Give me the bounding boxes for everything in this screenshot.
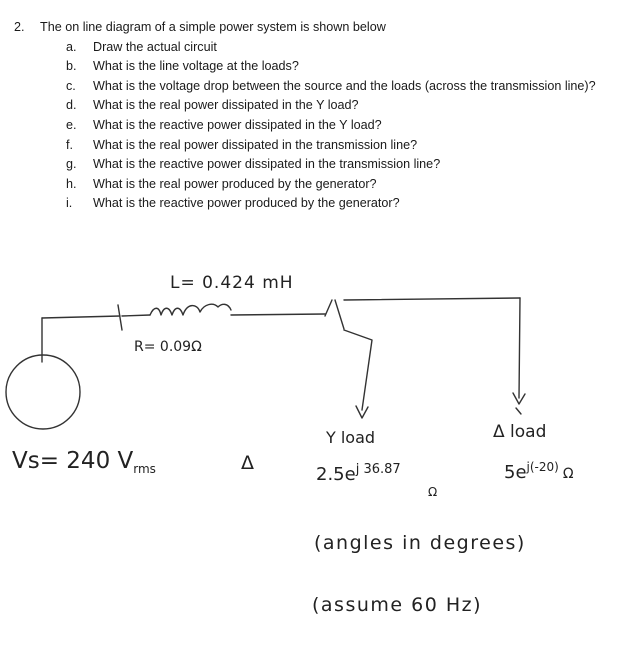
question-letter: i.: [66, 196, 73, 211]
delta-load-value: 5e: [504, 462, 527, 483]
y-load-impedance: [316, 462, 401, 485]
note-frequency: (assume 60 Hz): [312, 594, 483, 616]
line-break-right: [325, 300, 332, 316]
inductor-coil: [150, 304, 231, 315]
delta-load-branch: [519, 298, 520, 398]
line-segment-b: [231, 314, 325, 315]
source-connection-symbol: Δ: [241, 452, 254, 474]
y-load-value: 2.5e: [316, 464, 356, 485]
question-text: What is the reactive power dissipated in the Y load?: [93, 117, 382, 132]
problem-intro: The on line diagram of a simple power system is shown below: [40, 20, 386, 34]
question-letter: a.: [66, 39, 77, 54]
question-text: What is the reactive power produced by the generator?: [93, 196, 400, 211]
question-text: What is the real power dissipated in the Y load?: [93, 98, 359, 113]
question-letter: b.: [66, 59, 77, 74]
load-bus: [335, 300, 344, 329]
bus-to-delta-load: [344, 298, 520, 300]
line-segment-a: [122, 315, 150, 316]
generator-symbol: [6, 355, 80, 429]
question-text: What is the real power dissipated in the transmission line?: [93, 137, 418, 152]
inductance-label: L= 0.424 mH: [170, 273, 294, 293]
question-letter: d.: [66, 98, 77, 113]
delta-load-title: Δ load: [493, 422, 547, 442]
question-letter: e.: [66, 117, 77, 132]
source-voltage-subscript: rms: [133, 462, 156, 476]
resistance-label: R= 0.09Ω: [134, 339, 202, 355]
question-text: What is the voltage drop between the source and the loads (across the transmission line)?: [93, 78, 596, 93]
question-letter: f.: [66, 137, 73, 152]
delta-load-exponent: j(-20): [526, 460, 559, 474]
line-break-left: [118, 305, 122, 330]
question-letter: g.: [66, 157, 77, 172]
y-load-title: Y load: [326, 428, 376, 447]
question-text: Draw the actual circuit: [93, 39, 217, 54]
question-text: What is the line voltage at the loads?: [93, 59, 299, 74]
problem-number: 2.: [14, 20, 25, 34]
question-letter: h.: [66, 176, 77, 191]
question-text: What is the real power produced by the generator?: [93, 176, 377, 191]
delta-load-impedance: [504, 460, 574, 483]
source-voltage-text: Vs= 240 V: [12, 448, 134, 474]
question-text: What is the reactive power dissipated in the transmission line?: [93, 157, 441, 172]
question-letter: c.: [66, 78, 76, 93]
source-lead-horizontal: [42, 316, 120, 318]
delta-load-tick: [516, 408, 521, 414]
y-load-exponent: j 36.87: [355, 462, 401, 477]
y-load-unit: Ω: [428, 485, 438, 499]
y-load-branch: [344, 330, 372, 410]
delta-load-unit: Ω: [562, 466, 574, 482]
note-angles: (angles in degrees): [314, 532, 526, 554]
source-voltage-label: [12, 448, 156, 474]
